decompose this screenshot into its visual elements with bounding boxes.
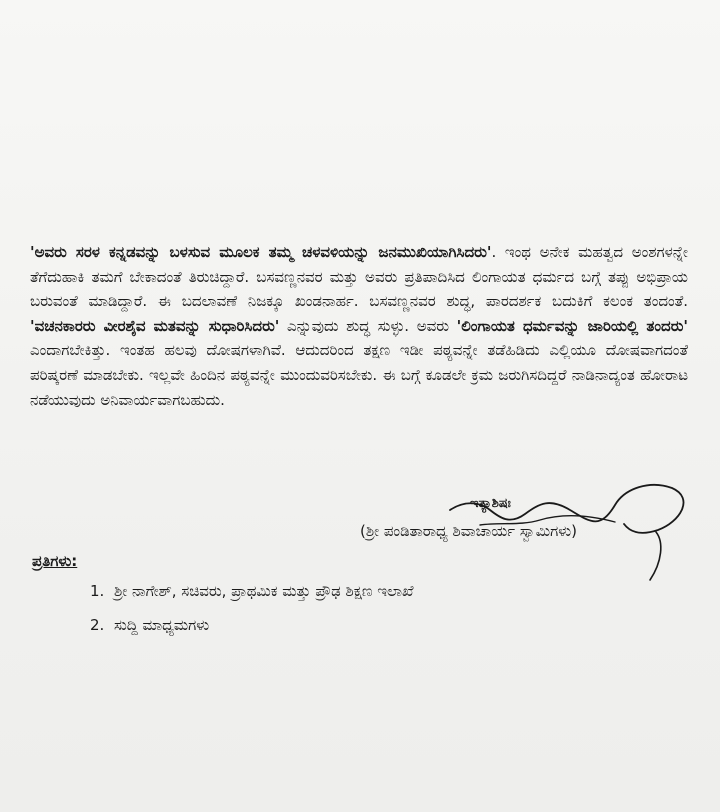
letter-body bbox=[30, 240, 688, 412]
closing-salutation: ಇತ್ಯಾಶಿಷಃ bbox=[470, 496, 511, 511]
list-item-text: ಸುದ್ದಿ ಮಾಧ್ಯಮಗಳು bbox=[114, 616, 210, 634]
text-segment-1: . ಇಂಥ ಅನೇಕ ಮಹತ್ವದ ಅಂಶಗಳನ್ನೇ ತೆಗೆದುಹಾಕಿ ತಮಗೆ ಬೇಕಾದಂತೆ ತಿರುಚಿದ್ದಾರೆ. ಬಸವಣ್ಣನವರ ಮತ್ತು ಅವರು ಪ್ರತಿಪಾದಿಸಿದ ಲಿಂಗಾಯತ ಧರ್ಮದ ಬಗ್ಗೆ ತಪ್ಪು ಅಭಿಪ್ರಾಯ ಬರುವಂತೆ ಮಾಡಿದ್ದಾರೆ. ಈ ಬದಲಾವಣೆ ನಿಜಕ್ಕೂ ಖಂಡನಾರ್ಹ. ಬಸವಣ್ಣನವರ ಶುದ್ಧ, ಪಾರದರ್ಶಕ ಬದುಕಿಗೆ ಕಲಂಕ ತಂದಂತೆ. bbox=[30, 243, 688, 311]
list-item-text: ಶ್ರೀ ನಾಗೇಶ್, ಸಚಿವರು, ಪ್ರಾಥಮಿಕ ಮತ್ತು ಪ್ರೌಢ ಶಿಕ್ಷಣ ಇಲಾಖೆ bbox=[114, 582, 414, 600]
quote-3: 'ಲಿಂಗಾಯತ ಧರ್ಮವನ್ನು ಜಾರಿಯಲ್ಲಿ ತಂದರು' bbox=[456, 316, 688, 335]
signer-name: (ಶ್ರೀ ಪಂಡಿತಾರಾಧ್ಯ ಶಿವಾಚಾರ್ಯ ಸ್ವಾಮಿಗಳು) bbox=[360, 522, 577, 540]
copies-heading: ಪ್ರತಿಗಳು: bbox=[32, 552, 78, 570]
list-item bbox=[90, 616, 414, 650]
list-number: 2. bbox=[90, 616, 105, 634]
body-paragraph bbox=[30, 240, 688, 412]
quote-1: 'ಅವರು ಸರಳ ಕನ್ನಡವನ್ನು ಬಳಸುವ ಮೂಲಕ ತಮ್ಮ ಚಳವಳಿಯನ್ನು ಜನಮುಖಿಯಾಗಿಸಿದರು' bbox=[30, 243, 492, 261]
copies-list bbox=[90, 582, 414, 650]
list-item bbox=[90, 582, 414, 616]
list-number: 1. bbox=[90, 582, 105, 600]
text-segment-3: ಎಂದಾಗಬೇಕಿತ್ತು. ಇಂತಹ ಹಲವು ದೋಷಗಳಾಗಿವೆ. ಆದುದರಿಂದ ತಕ್ಷಣ ಇಡೀ ಪಠ್ಯವನ್ನೇ ತಡೆಹಿಡಿದು ಎಲ್ಲಿಯೂ ದೋಷವಾಗದಂತೆ ಪರಿಷ್ಕರಣೆ ಮಾಡಬೇಕು. ಇಲ್ಲವೇ ಹಿಂದಿನ ಪಠ್ಯವನ್ನೇ ಮುಂದುವರಿಸಬೇಕು. ಈ ಬಗ್ಗೆ ಕೂಡಲೇ ಕ್ರಮ ಜರುಗಿಸದಿದ್ದರೆ ನಾಡಿನಾದ್ಯಂತ ಹೋರಾಟ ನಡೆಯುವುದು ಅನಿವಾರ್ಯವಾಗಬಹುದು. bbox=[30, 341, 688, 409]
quote-2: 'ವಚನಕಾರರು ವೀರಶೈವ ಮತವನ್ನು ಸುಧಾರಿಸಿದರು' bbox=[30, 316, 280, 335]
text-segment-2: ಎನ್ನುವುದು ಶುದ್ಧ ಸುಳ್ಳು. ಅವರು bbox=[279, 316, 457, 335]
